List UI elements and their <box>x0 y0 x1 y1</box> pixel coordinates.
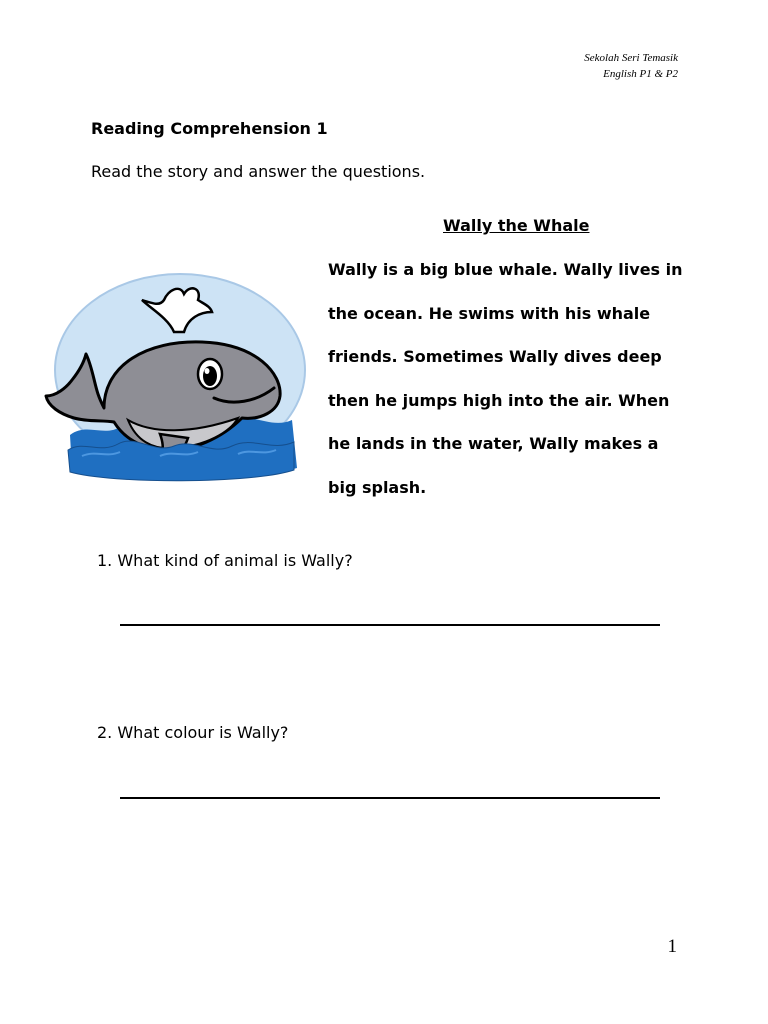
page-number: 1 <box>667 936 677 957</box>
answer-line-1[interactable] <box>120 624 660 626</box>
whale-eye-highlight <box>205 368 210 374</box>
subject-label: English P1 & P2 <box>603 68 678 80</box>
story-line: Wally is a big blue whale. Wally lives in <box>328 260 683 279</box>
story-line: then he jumps high into the air. When <box>328 390 670 410</box>
page-title: Reading Comprehension 1 <box>91 119 328 138</box>
school-name: Sekolah Seri Temasik <box>584 52 678 64</box>
whale-pupil <box>203 366 217 386</box>
story-line: he lands in the water, Wally makes a <box>328 434 659 453</box>
story-title: Wally the Whale <box>443 216 590 235</box>
answer-line-2[interactable] <box>120 797 660 799</box>
instructions-text: Read the story and answer the questions. <box>91 162 426 181</box>
story-line: big splash. <box>328 477 427 497</box>
question-1: 1. What kind of animal is Wally? <box>97 551 353 570</box>
story-line: the ocean. He swims with his whale <box>328 303 651 323</box>
document-header <box>584 50 678 82</box>
question-2: 2. What colour is Wally? <box>97 723 289 742</box>
whale-illustration <box>42 270 312 490</box>
story-line: friends. Sometimes Wally dives deep <box>328 347 662 366</box>
story-text <box>328 248 728 509</box>
